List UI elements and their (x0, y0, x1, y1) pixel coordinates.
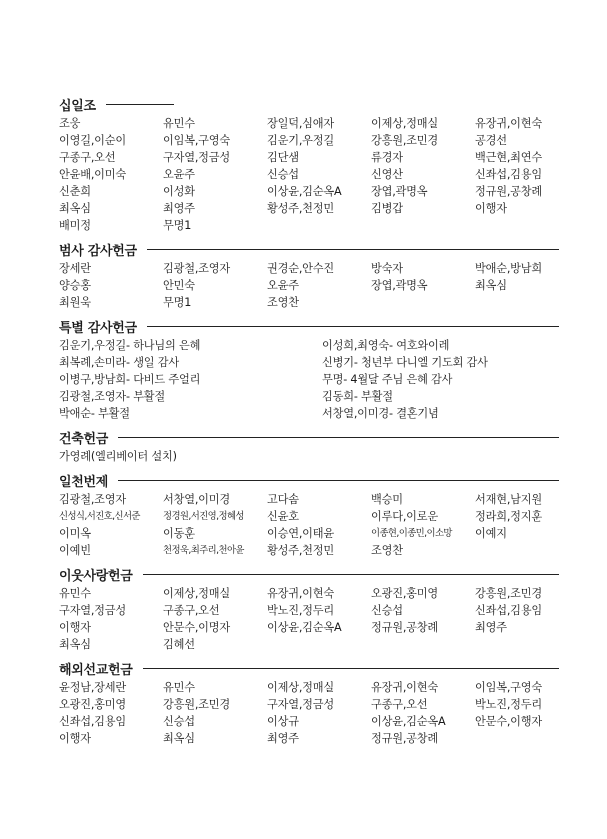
section-entries (59, 448, 559, 465)
donor-entry: 이임복,구영숙 (163, 134, 230, 147)
donor-entry: 이제상,정매실 (163, 587, 230, 600)
offering-list-page (59, 93, 559, 751)
donor-entry (475, 217, 579, 234)
section-divider (118, 480, 559, 481)
section-title: 일천번제 (59, 474, 109, 490)
donor-entry: 권경순,안수진 (267, 262, 334, 275)
donor-entry: 유장귀,이현숙 (371, 681, 438, 694)
donor-entry: 무명1 (163, 296, 192, 309)
section-title: 건축헌금 (59, 431, 109, 447)
donor-entry: 김광철,조영자- 부활절 (59, 390, 166, 403)
donor-entry: 박애순,방남희 (475, 262, 542, 275)
donor-entry: 류경자 (371, 151, 403, 164)
section-2 (59, 315, 559, 426)
donor-entry: 신좌섭,김용임 (475, 168, 542, 181)
section-header (59, 315, 559, 337)
donor-entry: 김혜선 (163, 638, 195, 651)
donor-entry: 장엽,곽명옥 (371, 185, 428, 198)
donor-entry (475, 636, 579, 653)
donor-entry: 이상윤,김순옥A (267, 621, 342, 634)
donor-entry: 구자열,정금성 (267, 698, 334, 711)
donor-entry: 구종구,오선 (59, 151, 116, 164)
section-header (59, 563, 559, 585)
donor-entry: 이종현,이종민,이소망 (371, 528, 452, 539)
section-divider (143, 574, 559, 575)
donor-entry: 강흥원,조민경 (371, 134, 438, 147)
section-0 (59, 93, 559, 238)
donor-entry: 이행자 (59, 732, 91, 745)
donor-entry: 최복례,손미라- 생일 감사 (59, 356, 179, 369)
donor-entry: 백근현,최연수 (475, 151, 542, 164)
donor-entry: 김동희- 부활절 (322, 390, 393, 403)
donor-entry: 유장귀,이현숙 (475, 117, 542, 130)
donor-entry: 오윤주 (163, 168, 195, 181)
donor-entry: 구자열,정금성 (163, 151, 230, 164)
donor-entry: 이임복,구영숙 (475, 681, 542, 694)
donor-entry: 이병구,방남희- 다비드 주얼리 (59, 373, 201, 386)
donor-entry: 정경원,서진영,정혜성 (163, 511, 244, 522)
donor-entry: 구자열,정금성 (59, 604, 126, 617)
section-3 (59, 426, 559, 469)
donor-entry: 강흥원,조민경 (163, 698, 230, 711)
donor-entry: 구종구,오선 (371, 698, 428, 711)
donor-entry: 장엽,곽명옥 (371, 279, 428, 292)
donor-entry: 안윤배,이미숙 (59, 168, 126, 181)
donor-entry: 박노진,정두리 (267, 604, 334, 617)
donor-entry: 유민수 (59, 587, 91, 600)
section-spacer (59, 747, 559, 751)
donor-entry: 방숙자 (371, 262, 403, 275)
donor-entry: 배미정 (59, 219, 91, 232)
donor-entry: 신좌섭,김용임 (59, 715, 126, 728)
donor-entry: 최옥심 (163, 732, 195, 745)
section-header (59, 426, 559, 448)
donor-entry: 백승미 (371, 493, 403, 506)
donor-entry: 유민수 (163, 117, 195, 130)
section-divider (147, 326, 559, 327)
donor-entry: 구종구,오선 (163, 604, 220, 617)
donor-entry: 유장귀,이현숙 (267, 587, 334, 600)
donor-entry: 이행자 (59, 621, 91, 634)
section-divider (106, 104, 174, 105)
donor-entry: 서창열,이미경 (163, 493, 230, 506)
donor-entry: 신윤호 (267, 510, 299, 523)
section-header (59, 657, 559, 679)
donor-entry: 고다솜 (267, 493, 299, 506)
donor-entry: 오윤주 (267, 279, 299, 292)
section-header (59, 238, 559, 260)
donor-entry: 무명1 (163, 219, 192, 232)
donor-entry: 최원욱 (59, 296, 91, 309)
section-entries (59, 679, 559, 747)
donor-entry: 신좌섭,김용임 (475, 604, 542, 617)
donor-entry: 김병갑 (371, 202, 403, 215)
donor-entry (475, 730, 579, 747)
donor-entry: 이미옥 (59, 527, 91, 540)
donor-entry: 황성주,천정민 (267, 202, 334, 215)
donor-entry: 정규원,공창례 (371, 621, 438, 634)
section-entries (59, 337, 559, 422)
donor-entry (475, 294, 579, 311)
donor-entry: 오광진,홍미영 (371, 587, 438, 600)
section-header (59, 469, 559, 491)
donor-entry: 신승섭 (267, 168, 299, 181)
donor-entry: 윤정남,장세란 (59, 681, 126, 694)
donor-entry: 공경선 (475, 134, 507, 147)
section-title: 해외선교헌금 (59, 662, 133, 678)
donor-entry: 신춘희 (59, 185, 91, 198)
donor-entry (371, 636, 475, 653)
donor-entry (371, 217, 475, 234)
donor-entry: 신병기- 청년부 다니엘 기도회 감사 (322, 356, 488, 369)
donor-entry: 최옥심 (475, 279, 507, 292)
donor-entry: 김운기,우정길 (267, 134, 334, 147)
section-entries (59, 115, 559, 234)
donor-entry: 박노진,정두리 (475, 698, 542, 711)
donor-entry: 박애순- 부활절 (59, 407, 130, 420)
donor-entry: 이예지 (475, 527, 507, 540)
donor-entry (267, 636, 371, 653)
donor-entry: 신승섭 (163, 715, 195, 728)
section-title: 십일조 (59, 98, 96, 114)
donor-entry: 안문수,이행자 (475, 715, 542, 728)
donor-entry: 정규원,공창례 (371, 732, 438, 745)
donor-entry: 김운기,우정길- 하나님의 은혜 (59, 339, 201, 352)
donor-entry: 서창열,이미경- 결혼기념 (322, 407, 439, 420)
section-1 (59, 238, 559, 315)
donor-entry (371, 294, 475, 311)
donor-entry: 무명- 4월달 주님 은혜 감사 (322, 373, 453, 386)
donor-entry: 최옥심 (59, 638, 91, 651)
donor-entry: 이상규 (267, 715, 299, 728)
section-title: 특별 감사헌금 (59, 320, 137, 336)
section-6 (59, 657, 559, 751)
section-entries (59, 491, 559, 559)
section-divider (143, 668, 559, 669)
donor-entry: 김광철,조영자 (59, 493, 126, 506)
section-entries (59, 260, 559, 311)
section-title: 이웃사랑헌금 (59, 568, 133, 584)
donor-entry: 가영례(엘리베이터 설치) (59, 450, 177, 463)
donor-entry: 신승섭 (371, 604, 403, 617)
donor-entry: 최옥심 (59, 202, 91, 215)
donor-entry: 이루다,이로운 (371, 510, 438, 523)
donor-entry: 최영주 (163, 202, 195, 215)
donor-entry: 이행자 (475, 202, 507, 215)
donor-entry: 김광철,조영자 (163, 262, 230, 275)
donor-entry: 이상윤,김순옥A (371, 715, 446, 728)
donor-entry: 이제상,정매실 (371, 117, 438, 130)
donor-entry (267, 217, 371, 234)
donor-entry: 조영찬 (371, 544, 403, 557)
section-divider (147, 249, 559, 250)
donor-entry: 정라희,정지훈 (475, 510, 542, 523)
donor-entry: 이승연,이태윤 (267, 527, 334, 540)
section-4 (59, 469, 559, 563)
section-header (59, 93, 559, 115)
donor-entry: 최영주 (267, 732, 299, 745)
donor-entry: 장일덕,심애자 (267, 117, 334, 130)
donor-entry: 최영주 (475, 621, 507, 634)
donor-entry: 이성희,최영숙- 여호와이레 (322, 339, 450, 352)
donor-entry: 신영산 (371, 168, 403, 181)
donor-entry: 강흥원,조민경 (475, 587, 542, 600)
donor-entry: 이영길,이순이 (59, 134, 126, 147)
donor-entry: 양승홍 (59, 279, 91, 292)
section-divider (118, 437, 559, 438)
donor-entry: 천정욱,최주리,천아윤 (163, 545, 244, 556)
donor-entry: 신성식,서진호,신서준 (59, 511, 140, 522)
donor-entry (475, 542, 579, 559)
donor-entry: 이성화 (163, 185, 195, 198)
donor-entry: 김단샘 (267, 151, 299, 164)
donor-entry: 이제상,정매실 (267, 681, 334, 694)
donor-entry: 이상윤,김순옥A (267, 185, 342, 198)
donor-entry: 조영찬 (267, 296, 299, 309)
donor-entry: 조웅 (59, 117, 81, 130)
section-5 (59, 563, 559, 657)
donor-entry: 정규원,공창례 (475, 185, 542, 198)
donor-entry: 서재현,남지원 (475, 493, 542, 506)
donor-entry: 이예빈 (59, 544, 91, 557)
section-entries (59, 585, 559, 653)
donor-entry: 장세란 (59, 262, 91, 275)
donor-entry: 오광진,홍미영 (59, 698, 126, 711)
donor-entry: 유민수 (163, 681, 195, 694)
donor-entry: 안문수,이명자 (163, 621, 230, 634)
donor-entry: 황성주,천정민 (267, 544, 334, 557)
section-title: 범사 감사헌금 (59, 243, 137, 259)
donor-entry: 안민숙 (163, 279, 195, 292)
donor-entry: 이동훈 (163, 527, 195, 540)
